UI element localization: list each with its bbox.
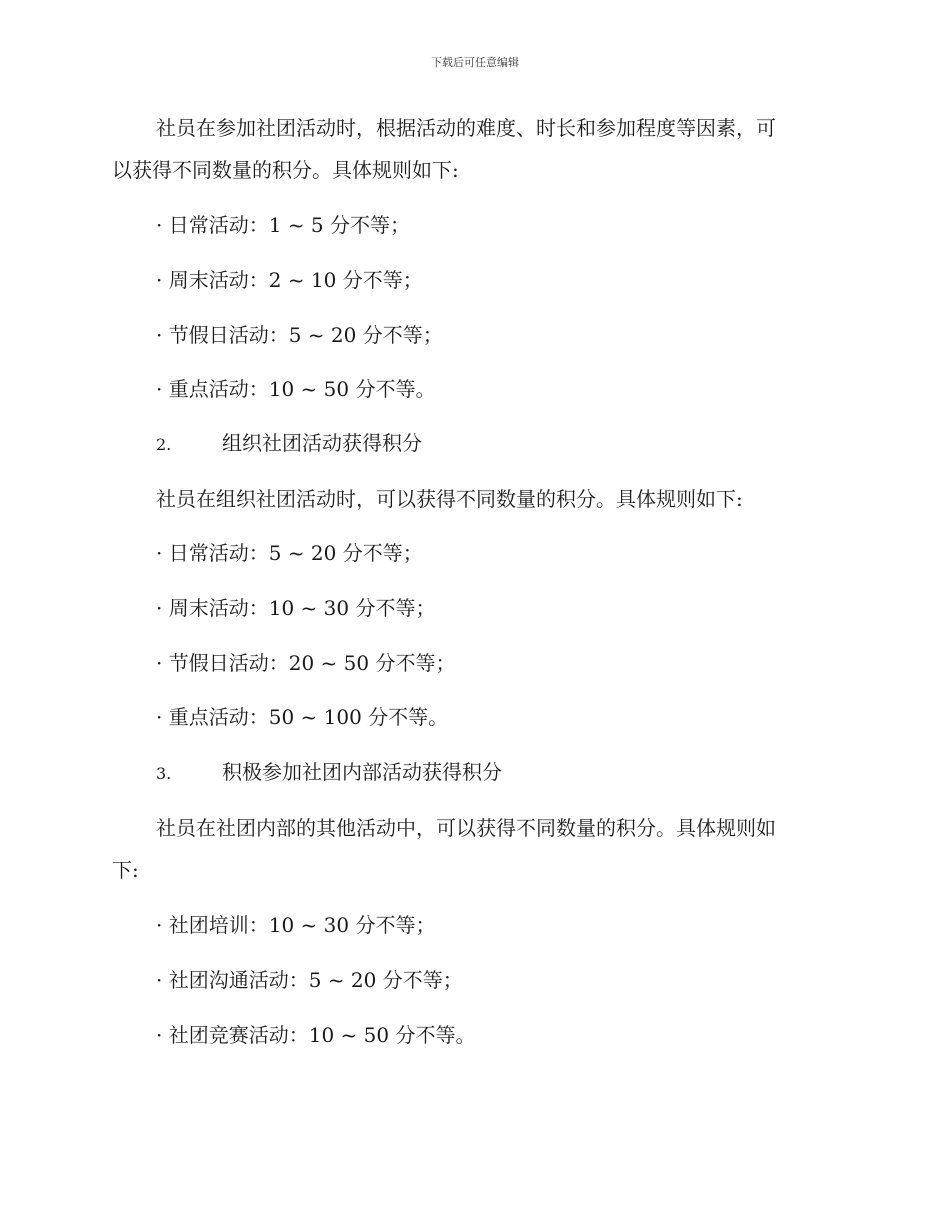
list-item: · 日常活动：1 ~ 5 分不等； (156, 213, 410, 237)
paragraph-line: 下: (112, 858, 139, 882)
paragraph-line: 社员在社团内部的其他活动中，可以获得不同数量的积分。具体规则如 (156, 816, 776, 840)
page-header: 下载后可任意编辑 (431, 56, 519, 69)
list-item: · 重点活动：10 ~ 50 分不等。 (156, 377, 436, 401)
list-item: · 周末活动：2 ~ 10 分不等； (156, 268, 423, 292)
section-number: 3. (156, 764, 172, 783)
section-title: 积极参加社团内部活动获得积分 (222, 760, 502, 784)
paragraph-line: 以获得不同数量的积分。具体规则如下: (112, 158, 459, 182)
section-number: 2. (156, 435, 172, 454)
list-item: · 重点活动：50 ~ 100 分不等。 (156, 705, 449, 729)
paragraph-line: 社员在参加社团活动时，根据活动的难度、时长和参加程度等因素，可 (156, 116, 776, 140)
list-item: · 日常活动：5 ~ 20 分不等； (156, 541, 423, 565)
section-heading (156, 429, 422, 459)
list-item: · 节假日活动：20 ~ 50 分不等； (156, 651, 456, 675)
list-item: · 社团培训：10 ~ 30 分不等； (156, 913, 436, 937)
section-heading (156, 758, 502, 788)
section-title: 组织社团活动获得积分 (222, 431, 422, 455)
list-item: · 周末活动：10 ~ 30 分不等； (156, 596, 436, 620)
list-item: · 节假日活动：5 ~ 20 分不等； (156, 323, 443, 347)
list-item: · 社团竞赛活动：10 ~ 50 分不等。 (156, 1023, 476, 1047)
paragraph-line: 社员在组织社团活动时，可以获得不同数量的积分。具体规则如下: (156, 487, 743, 511)
list-item: · 社团沟通活动：5 ~ 20 分不等； (156, 968, 463, 992)
